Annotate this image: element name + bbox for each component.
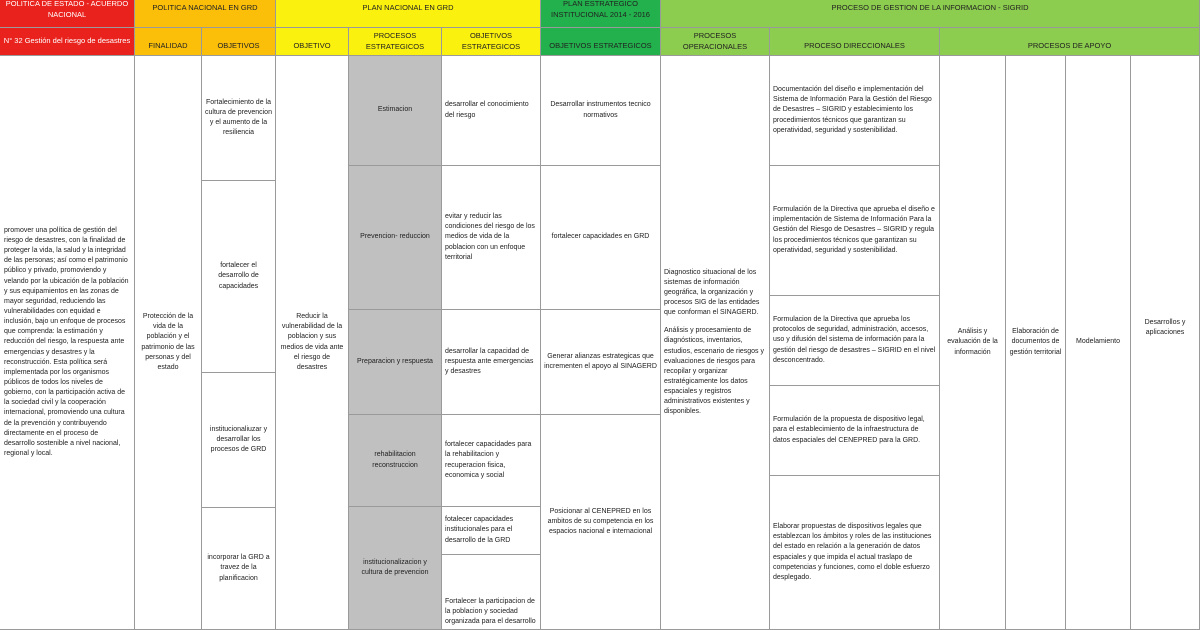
proceso-estrategico: Preparacion y respuesta xyxy=(349,310,442,415)
subheader-objetivos-estrategicos-pei: OBJETIVOS ESTRATEGICOS xyxy=(541,28,661,56)
subheader-procesos-apoyo: PROCESOS DE APOYO xyxy=(940,28,1200,56)
direccional-item: Formulación de la propuesta de dispositivo legal, para el establecimiento de la infraestructura de datos espaciales del CENEPRED para la GRD. xyxy=(770,386,940,476)
apoyo-item: Modelamiento xyxy=(1066,56,1131,630)
objetivo-item: fortalecer el desarrollo de capacidades xyxy=(202,181,276,373)
subheader-objetivo: OBJETIVO xyxy=(276,28,349,56)
operacionales-cell xyxy=(661,56,770,630)
proceso-estrategico: rehabilitacion reconstruccion xyxy=(349,415,442,507)
subheader-procesos-estrategicos: PROCESOS ESTRATEGICOS xyxy=(349,28,442,56)
operacionales-text-2: Análisis y procesamiento de diagnósticos, inventarios, estudios, escenario de riesgos y evaluaciones de riesgos para recopilar y organizar estratégicamente los datos espaciales y registros administrativos existentes y disponibles. xyxy=(664,327,764,416)
pei-objetivo: Posicionar al CENEPRED en los ambitos de su competencia en los espacios nacional e internacional xyxy=(541,415,661,630)
subheader-objetivos: OBJETIVOS xyxy=(202,28,276,56)
subheader-finalidad: FINALIDAD xyxy=(135,28,202,56)
subheader-proceso-direccionales: PROCESO DIRECCIONALES xyxy=(770,28,940,56)
pei-objetivo: Generar alianzas estrategicas que incrementen el apoyo al SINAGERD xyxy=(541,310,661,415)
proceso-estrategico: Prevencion- reduccion xyxy=(349,166,442,310)
direccional-item: Formulacion de la Directiva que aprueba los protocolos de seguridad, administración, accesos, uso y difusión del sistema de información para la gestión del riesgo de desastres – SIGRID en el nivel desconcentrado. xyxy=(770,296,940,386)
objetivo-estrategico: desarrollar la capacidad de respuesta ante emergencias y desastres xyxy=(442,310,541,415)
pei-objetivo: fortalecer capacidades en GRD xyxy=(541,166,661,310)
direccional-item: Elaborar propuestas de dispositivos legales que establezcan los ámbitos y roles de las instituciones del estado en relación a la generación de datos espaciales y que impida el actual traslapo de competencias y funciones, como el doble esfuerzo desplegado. xyxy=(770,476,940,630)
proceso-estrategico: institucionalizacion y cultura de prevencion xyxy=(349,507,442,630)
objetivo-estrategico: fortalecer capacidades para la rehabilitacion y recuperacion fisica, economica y social xyxy=(442,415,541,507)
subheader-politica-32: N° 32 Gestión del riesgo de desastres xyxy=(0,28,135,56)
proceso-estrategico: Estimacion xyxy=(349,56,442,166)
header-proceso-gestion: PROCESO DE GESTION DE LA INFORMACION - SIGRID xyxy=(661,0,1200,28)
header-politica-estado: POLITICA DE ESTADO - ACUERDO NACIONAL xyxy=(0,0,135,28)
objetivo-item: incorporar la GRD a travez de la planificacion xyxy=(202,508,276,630)
direccional-item: Documentación del diseño e implementación del Sistema de Información Para la Gestión del Riesgo de Desastres – SIGRID y establecimiento los procedimientos técnicos que garantizan su operatividad, seguridad y sostenibilidad. xyxy=(770,56,940,166)
objetivo-plan-text: Reducir la vulnerabilidad de la poblacion y sus medios de vida ante el riesgo de desastres xyxy=(276,56,349,630)
pei-objetivo: Desarrollar instrumentos tecnico normativos xyxy=(541,56,661,166)
direccional-item: Formulación de la Directiva que aprueba el diseño e implementación de Sistema de Información Para la Gestión del Riesgo de Desastres – SIGRID y regula los procedimientos técnicos que garantizan su operatividad, seguridad y sostenibilidad. xyxy=(770,166,940,296)
objetivo-estrategico: Fortalecer la participacion de la poblacion y sociedad organizada para el desarrollo xyxy=(442,555,541,630)
apoyo-item: Desarrollos y aplicaciones xyxy=(1131,56,1200,630)
politica-text: promover una política de gestión del riesgo de desastres, con la finalidad de proteger la vida, la salud y la integridad de las personas; así como el patrimonio público y privado, promoviendo y velando por la ubicación de la población y sus equipamientos en las zonas de mayor seguridad, reduciendo las vulnerabilidades con equidad e inclusión, bajo un enfoque de procesos que comprenda: la estimación y reducción del riesgo, la respuesta ante emergencias y desastres y la reconstrucción. Esta política será implementada por los organismos públicos de todos los niveles de gobierno, con la participación activa de la sociedad civil y la cooperación internacional, promoviendo una cultura de la prevención y contribuyendo directamente en el proceso de desarrollo sostenible a nivel nacional, regional y local. xyxy=(0,56,135,630)
apoyo-item: Elaboración de documentos de gestión territorial xyxy=(1006,56,1066,630)
operacionales-text-1: Diagnostico situacional de los sistemas de información geográfica, la organización y procesos SIG de las entidades que conforman el SINAGERD. xyxy=(664,268,760,317)
objetivo-item: institucionaliuzar y desarrollar los procesos de GRD xyxy=(202,373,276,508)
objetivo-estrategico: fotalecer capacidades institucionales para el desarrollo de la GRD xyxy=(442,507,541,555)
objetivo-item: Fortalecimiento de la cultura de prevencion y el aumento de la resiliencia xyxy=(202,56,276,181)
subheader-procesos-operacionales: PROCESOS OPERACIONALES xyxy=(661,28,770,56)
header-politica-nacional: POLITICA NACIONAL EN GRD xyxy=(135,0,276,28)
objetivo-estrategico: desarrollar el conocimiento del riesgo xyxy=(442,56,541,166)
apoyo-item: Análisis y evaluación de la información xyxy=(940,56,1006,630)
objetivo-estrategico: evitar y reducir las condiciones del riesgo de los medios de vida de la poblacion con un enfoque territorial xyxy=(442,166,541,310)
subheader-objetivos-estrategicos: OBJETIVOS ESTRATEGICOS xyxy=(442,28,541,56)
finalidad-text: Protección de la vida de la población y el patrimonio de las personas y del estado xyxy=(135,56,202,630)
header-plan-nacional: PLAN NACIONAL EN GRD xyxy=(276,0,541,28)
header-plan-estrategico: PLAN ESTRATEGICO INSTITUCIONAL 2014 - 2016 xyxy=(541,0,661,28)
